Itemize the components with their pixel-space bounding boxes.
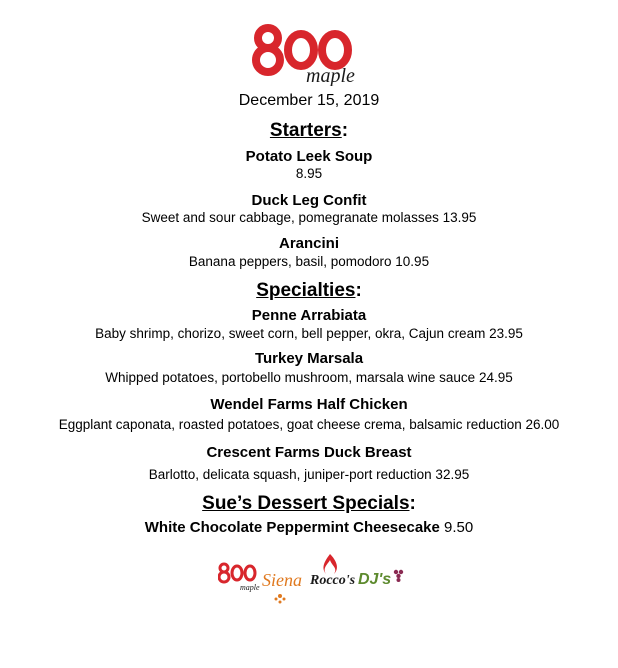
dish-name: Potato Leek Soup bbox=[245, 148, 373, 165]
dish-description: Banana peppers, basil, pomodoro 10.95 bbox=[188, 254, 430, 269]
svg-text:maple: maple bbox=[306, 65, 355, 86]
dish-name: White Chocolate Peppermint Cheesecake bbox=[144, 519, 440, 536]
dish-description: Barlotto, delicata squash, juniper-port reduction 32.95 bbox=[148, 467, 470, 482]
svg-text:DJ's: DJ's bbox=[358, 571, 392, 588]
restaurant-group-logos bbox=[218, 548, 408, 608]
dish-description: Eggplant caponata, roasted potatoes, goat cheese crema, balsamic reduction 26.00 bbox=[58, 417, 560, 432]
dish-name: Crescent Farms Duck Breast bbox=[206, 444, 412, 461]
dish-name: Wendel Farms Half Chicken bbox=[210, 396, 408, 413]
dish-name: Duck Leg Confit bbox=[251, 192, 367, 209]
dish-description: 8.95 bbox=[295, 166, 323, 181]
roccos-logo bbox=[309, 554, 356, 588]
grapes-icon bbox=[394, 570, 403, 582]
dish-name: Turkey Marsala bbox=[254, 350, 364, 367]
svg-text:maple: maple bbox=[240, 583, 260, 592]
section-title-specialties: Specialties: bbox=[256, 280, 362, 301]
dish-name: Penne Arrabiata bbox=[251, 307, 367, 324]
dish-description: Baby shrimp, chorizo, sweet corn, bell pepper, okra, Cajun cream 23.95 bbox=[95, 326, 523, 341]
dish-name: Arancini bbox=[278, 235, 339, 252]
section-title-starters: Starters: bbox=[269, 120, 349, 141]
dish-description: Whipped potatoes, portobello mushroom, marsala wine sauce 24.95 bbox=[105, 370, 513, 385]
svg-text:Rocco's: Rocco's bbox=[310, 573, 356, 588]
svg-text:Siena: Siena bbox=[262, 570, 302, 590]
section-title-desserts: Sue’s Dessert Specials: bbox=[202, 493, 416, 514]
menu-date: December 15, 2019 bbox=[238, 92, 380, 109]
800-maple-logo bbox=[246, 14, 366, 86]
siena-logo bbox=[262, 570, 302, 604]
800-maple-small-logo bbox=[219, 564, 260, 592]
djs-logo bbox=[358, 570, 403, 588]
dish-price: 9.50 bbox=[444, 519, 474, 536]
dish-description: Sweet and sour cabbage, pomegranate molasses 13.95 bbox=[141, 210, 477, 225]
flame-icon bbox=[323, 554, 336, 574]
dessert-item bbox=[0, 519, 618, 536]
